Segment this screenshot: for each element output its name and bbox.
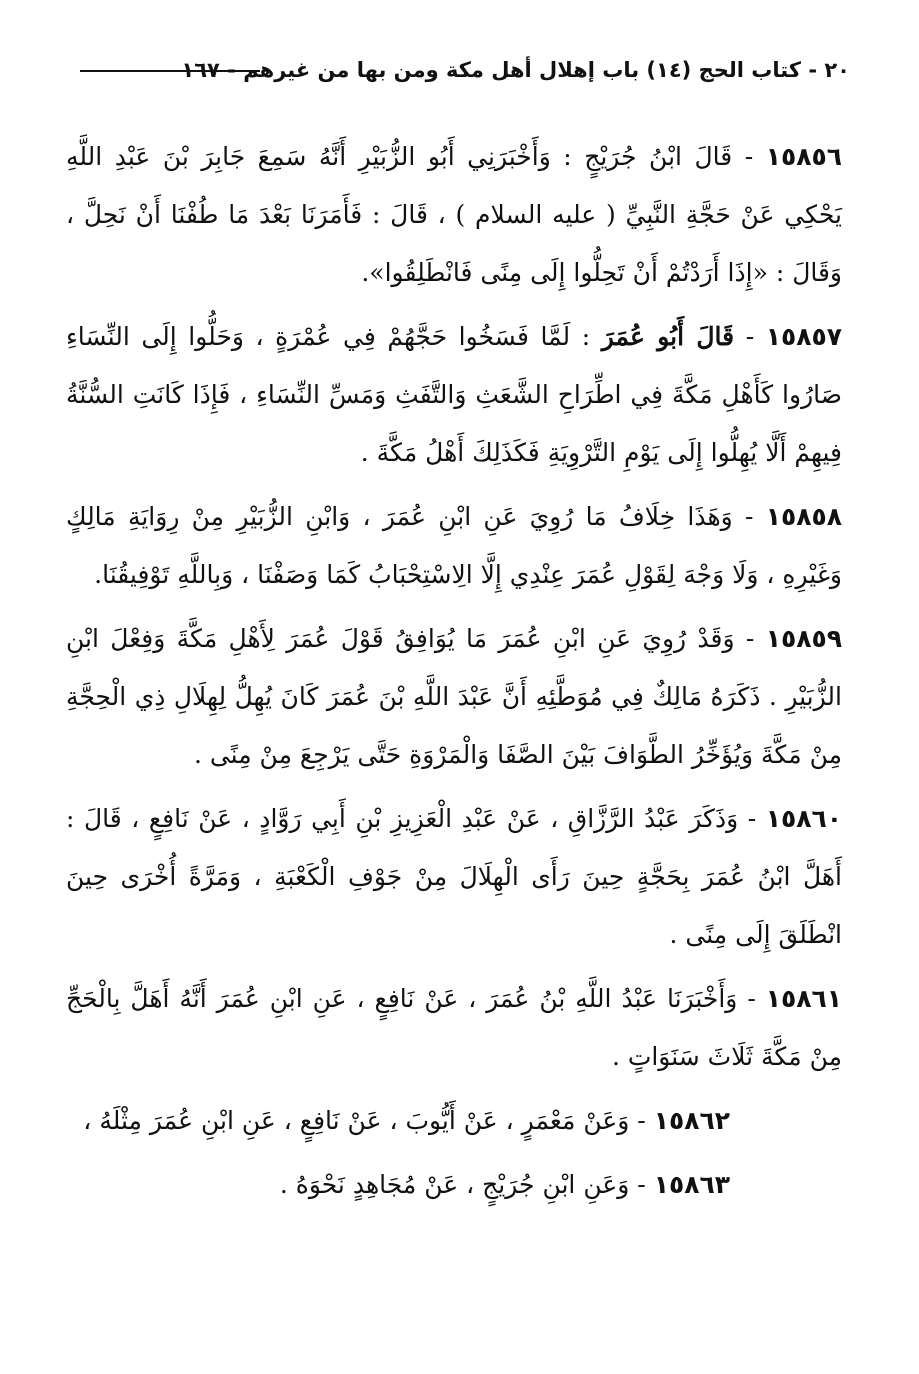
page-header: [80, 50, 850, 90]
dash: -: [744, 142, 754, 171]
paragraph-text: وَهَذَا خِلَافُ مَا رُوِيَ عَنِ ابْنِ عُمَرَ ، وَابْنِ الزُّبَيْرِ مِنْ رِوَايَةِ مَالِكٍ وَغَيْرِهِ ، وَلَا وَجْهَ لِقَوْلِ عُمَرَ عِنْدِي إِلَّا الِاسْتِحْبَابُ كَمَا وَصَفْنَا ، وَبِاللَّهِ تَوْفِيقُنَا.: [66, 502, 842, 589]
paragraph-text: وَذَكَرَ عَبْدُ الرَّزَّاقِ ، عَنْ عَبْدِ الْعَزِيزِ بْنِ أَبِي رَوَّادٍ ، عَنْ نَافِعٍ ، قَالَ : أَهَلَّ ابْنُ عُمَرَ بِحَجَّةٍ حِينَ رَأَى الْهِلَالَ مِنْ جَوْفِ الْكَعْبَةِ ، وَمَرَّةً أُخْرَى حِينَ انْطَلَقَ إِلَى مِنًى .: [66, 804, 843, 949]
paragraph-text: وَعَنْ مَعْمَرٍ ، عَنْ أَيُّوبَ ، عَنْ نَافِعٍ ، عَنِ ابْنِ عُمَرَ مِثْلَهُ ،: [83, 1106, 630, 1135]
paragraph-number: ١٥٨٥٨: [765, 502, 843, 531]
dash: -: [637, 1170, 646, 1199]
dash: -: [637, 1106, 646, 1135]
page-body: [66, 128, 842, 1220]
dash: -: [745, 502, 754, 531]
dash: -: [745, 322, 755, 351]
speaker-label: قَالَ أَبُو عُمَرَ: [601, 322, 735, 351]
paragraph-15862: [66, 1092, 842, 1150]
paragraph-text: وَأَخْبَرَنَا عَبْدُ اللَّهِ بْنُ عُمَرَ ، عَنْ نَافِعٍ ، عَنِ ابْنِ عُمَرَ أَنَّهُ أَهَلَّ بِالْحَجِّ مِنْ مَكَّةَ ثَلَاثَ سَنَوَاتٍ .: [66, 984, 842, 1071]
dash: -: [747, 804, 757, 833]
paragraph-number: ١٥٨٥٧: [765, 322, 843, 351]
paragraph-15863: [66, 1156, 842, 1214]
paragraph-15861: [66, 970, 842, 1086]
paragraph-15859: [66, 610, 842, 784]
paragraph-number: ١٥٨٦٠: [765, 804, 842, 833]
paragraph-15856: [66, 128, 842, 302]
header-rule: [80, 70, 260, 72]
paragraph-15860: [66, 790, 842, 964]
dash: -: [745, 624, 755, 653]
paragraph-number: ١٥٨٥٩: [765, 624, 842, 653]
paragraph-text: وَعَنِ ابْنِ جُرَيْجٍ ، عَنْ مُجَاهِدٍ نَحْوَهُ .: [279, 1170, 630, 1199]
paragraph-number: ١٥٨٦٢: [653, 1106, 730, 1135]
paragraph-15858: [66, 488, 842, 604]
paragraph-15857: [66, 308, 842, 482]
paragraph-text: : لَمَّا فَسَخُوا حَجَّهُمْ فِي عُمْرَةٍ ، وَحَلُّوا إِلَى النِّسَاءِ صَارُوا كَأَهْلِ مَكَّةَ فِي اطِّرَاحِ الشَّعَثِ وَالتَّفَثِ وَمَسِّ النِّسَاءِ ، فَإِذَا كَانَتِ السُّنَّةُ فِيهِمْ أَلَّا يُهِلُّوا إِلَى يَوْمِ التَّرْوِيَةِ فَكَذَلِكَ أَهْلُ مَكَّةَ .: [66, 322, 842, 467]
paragraph-number: ١٥٨٥٦: [765, 142, 843, 171]
running-title: ٢٠ - كتاب الحج (١٤) باب إهلال أهل مكة ومن بها من غيرهم - ١٦٧: [181, 58, 850, 82]
paragraph-number: ١٥٨٦١: [765, 984, 843, 1013]
paragraph-text: وَقَدْ رُوِيَ عَنِ ابْنِ عُمَرَ مَا يُوَافِقُ قَوْلَ عُمَرَ لِأَهْلِ مَكَّةَ وَفِعْلَ ابْنِ الزُّبَيْرِ . ذَكَرَهُ مَالِكٌ فِي مُوَطَّئِهِ أَنَّ عَبْدَ اللَّهِ بْنَ عُمَرَ كَانَ يُهِلُّ لِهِلَالِ ذِي الْحِجَّةِ مِنْ مَكَّةَ وَيُؤَخِّرُ الطَّوَافَ بَيْنَ الصَّفَا وَالْمَرْوَةِ حَتَّى يَرْجِعَ مِنْ مِنًى .: [66, 624, 842, 769]
paragraph-number: ١٥٨٦٣: [653, 1170, 730, 1199]
dash: -: [747, 984, 756, 1013]
paragraph-text: قَالَ ابْنُ جُرَيْجٍ : وَأَخْبَرَنِي أَبُو الزُّبَيْرِ أَنَّهُ سَمِعَ جَابِرَ بْنَ عَبْدِ اللَّهِ يَحْكِي عَنْ حَجَّةِ النَّبِيِّ ( عليه السلام ) ، قَالَ : فَأَمَرَنَا بَعْدَ مَا طُفْنَا أَنْ نَحِلَّ ، وَقَالَ : «إِذَا أَرَدْتُمْ أَنْ تَحِلُّوا إِلَى مِنًى فَانْطَلِقُوا».: [66, 142, 842, 287]
